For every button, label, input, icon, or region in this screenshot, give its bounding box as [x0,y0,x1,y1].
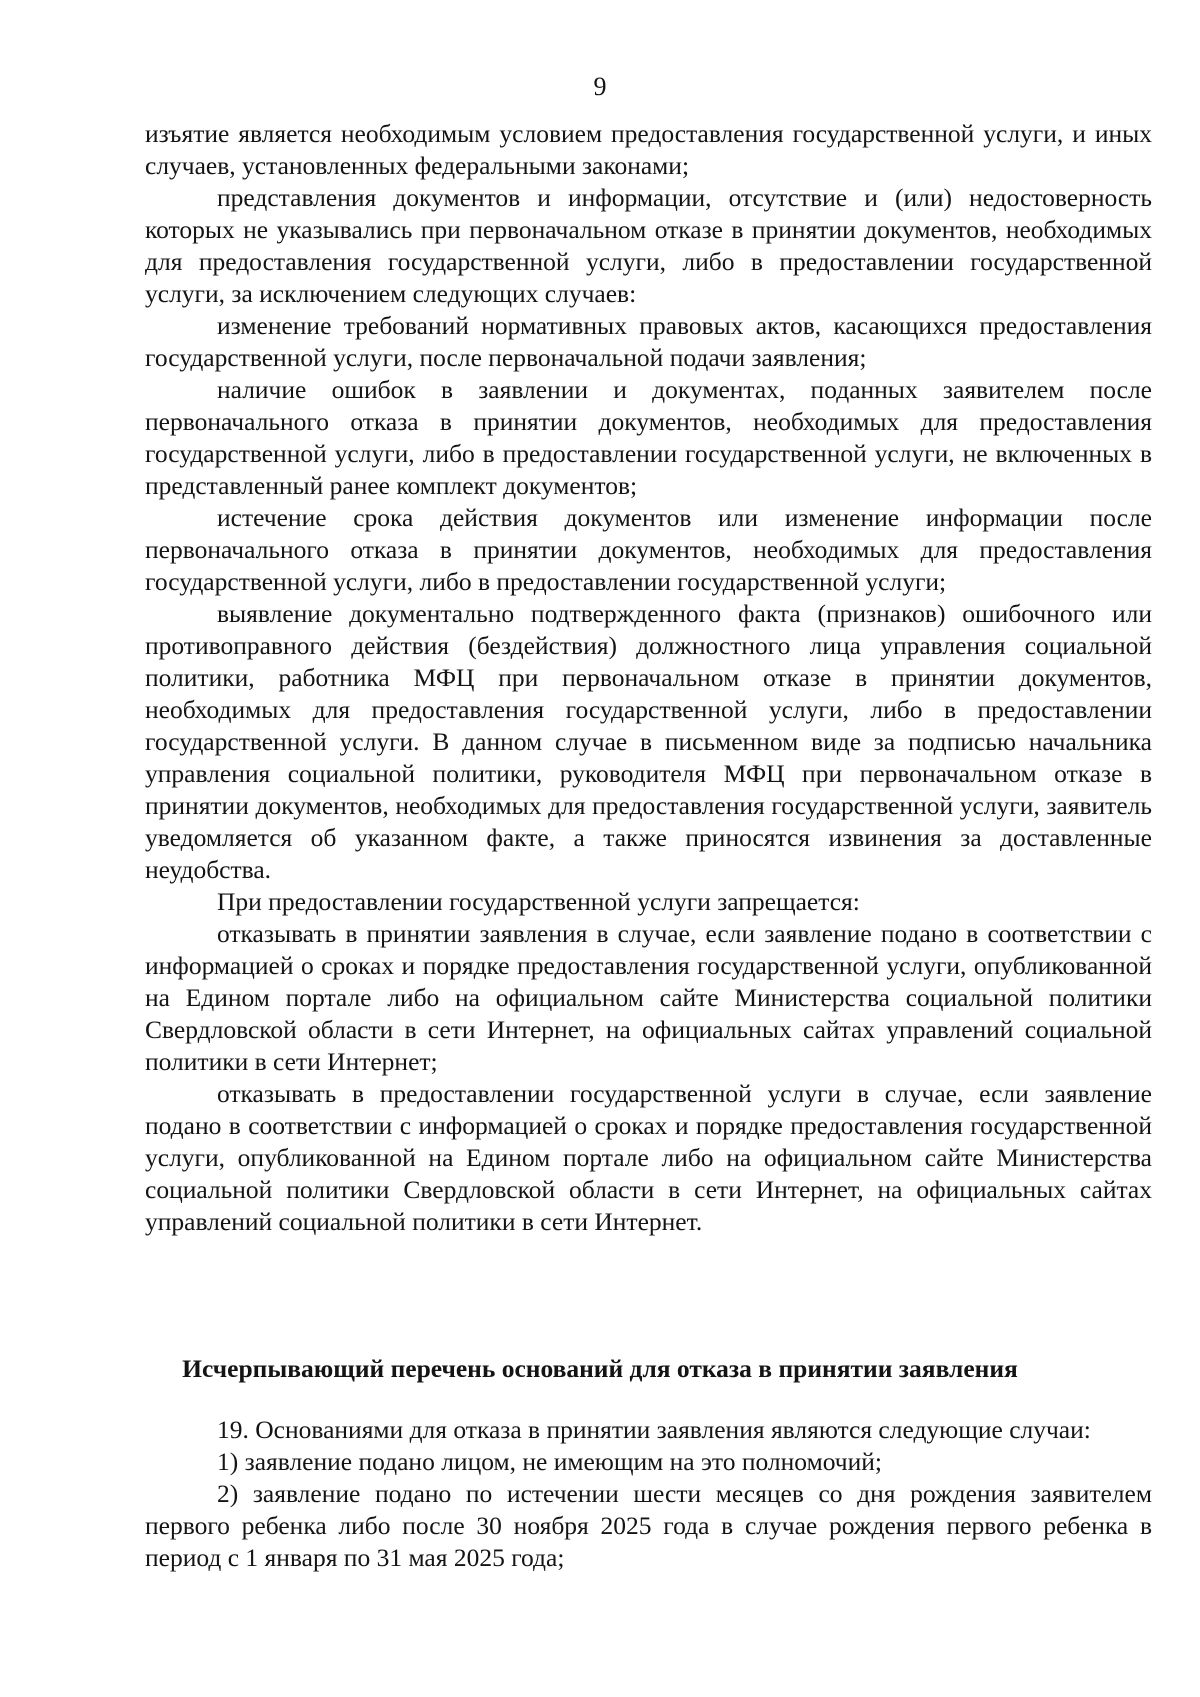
paragraph: изъятие является необходимым условием предоставления государственной услуги, и иных случаев, установленных федеральными законами; [145,119,1152,180]
page-number: 9 [593,72,607,101]
paragraph: При предоставлении государственной услуги запрещается: [217,887,860,916]
paragraph: наличие ошибок в заявлении и документах, поданных заявителем после первоначального отказа в принятии документов, необходимых для предоставления государственной услуги, либо в предоставлении государственной услуги, не включенных в представленный ранее комплект документов; [145,375,1152,500]
paragraph: отказывать в предоставлении государственной услуги в случае, если заявление подано в соответствии с информацией о сроках и порядке предоставления государственной услуги, опубликованной на Едином портале либо на официальном сайте Министерства социальной политики Свердловской области в сети Интернет, на официальных сайтах управлений социальной политики в сети Интернет. [145,1079,1152,1236]
section-heading: Исчерпывающий перечень оснований для отказа в принятии заявления [182,1354,1018,1383]
body-text [145,118,1152,1238]
paragraph: истечение срока действия документов или изменение информации после первоначального отказа в принятии документов, необходимых для предоставления государственной услуги, либо в предоставлении государственной услуги; [145,503,1152,596]
list-item: 2) заявление подано по истечении шести месяцев со дня рождения заявителем первого ребенка либо после 30 ноября 2025 года в случае рождения первого ребенка в период с 1 января по 31 мая 2025 года; [145,1479,1152,1572]
paragraph: представления документов и информации, отсутствие и (или) недостоверность которых не указывались при первоначальном отказе в принятии документов, необходимых для предоставления государственной услуги, либо в предоставлении государственной услуги, за исключением следующих случаев: [145,183,1152,308]
paragraph: выявление документально подтвержденного факта (признаков) ошибочного или противоправного действия (бездействия) должностного лица управления социальной политики, работника МФЦ при первоначальном отказе в принятии документов, необходимых для предоставления государственной услуги, либо в предоставлении государственной услуги. В данном случае в письменном виде за подписью начальника управления социальной политики, руководителя МФЦ при первоначальном отказе в принятии документов, необходимых для предоставления государственной услуги, заявитель уведомляется об указанном факте, а также приносятся извинения за доставленные неудобства. [145,599,1152,884]
list-item: 1) заявление подано лицом, не имеющим на это полномочий; [217,1447,882,1476]
section-text [145,1414,1152,1574]
paragraph: отказывать в принятии заявления в случае, если заявление подано в соответствии с информацией о сроках и порядке предоставления государственной услуги, опубликованной на Едином портале либо на официальном сайте Министерства социальной политики Свердловской области в сети Интернет, на официальных сайтах управлений социальной политики в сети Интернет; [145,919,1152,1076]
paragraph: изменение требований нормативных правовых актов, касающихся предоставления государственной услуги, после первоначальной подачи заявления; [145,311,1152,372]
paragraph: 19. Основаниями для отказа в принятии заявления являются следующие случаи: [217,1415,1091,1444]
